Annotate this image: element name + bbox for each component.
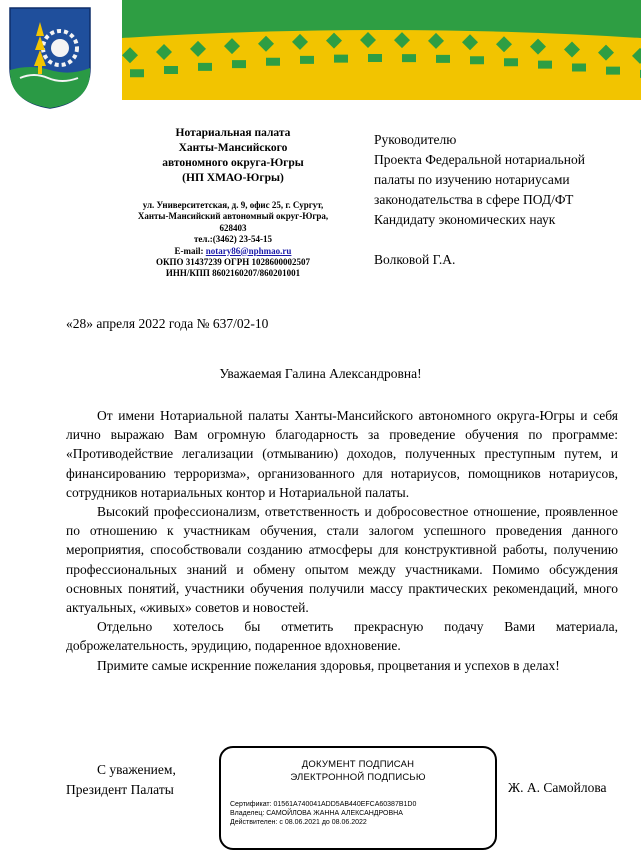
ornament-band xyxy=(122,0,641,100)
sender-name-line: (НП ХМАО-Югры) xyxy=(182,172,284,184)
body-paragraph: Отдельно хотелось бы отметить прекрасную подачу Вами материала, доброжелательность, эрудицию, подаренное вдохновение. xyxy=(66,619,618,654)
stamp-validity: Действителен: с 08.06.2021 до 08.06.2022 xyxy=(230,819,367,826)
closing-block xyxy=(66,760,176,800)
address-line: Ханты-Мансийский автономный округ-Югра, xyxy=(137,211,329,222)
letter-date-number: «28» апреля 2022 года № 637/02-10 xyxy=(66,316,269,331)
recipient-line: палаты по изучению нотариусами xyxy=(374,172,570,187)
stamp-details xyxy=(221,800,495,827)
sender-name xyxy=(108,126,358,186)
sender-name-line: Нотариальная палата xyxy=(175,127,291,139)
recipient-name: Волковой Г.А. xyxy=(374,252,456,267)
stamp-title-line: ДОКУМЕНТ ПОДПИСАН xyxy=(301,759,415,770)
letter-body xyxy=(66,406,618,675)
salutation: Уважаемая Галина Александровна! xyxy=(219,366,422,381)
body-paragraph: Примите самые искренние пожелания здоровья, процветания и успехов в делах! xyxy=(97,657,560,673)
body-paragraph: Высокий профессионализм, ответственность и добросовестное отношение, проявленное по отношению к участникам обучения, стали залогом успешного проведения данного мероприятия, способствовали созданию атмосферы для конструктивной работы, получению профессиональных знаний и обмену опытом между участниками. Помимо обсуждения основных понятий, участники обучения получили массу практических рекомендаций, много актуальных, «живых» советов и новостей. xyxy=(66,504,618,616)
address-line: ул. Университетская, д. 9, офис 25, г. Сургут, xyxy=(142,200,324,210)
phone-line: тел.:(3462) 23-54-15 xyxy=(194,234,272,245)
email-line xyxy=(108,246,358,257)
stamp-title xyxy=(221,758,495,784)
coat-of-arms-emblem xyxy=(8,6,92,110)
recipient-line: Проекта Федеральной нотариальной xyxy=(374,152,585,167)
recipient-line: законодательства в сфере ПОД/ФТ xyxy=(374,192,574,207)
sender-name-line: автономного округа-Югры xyxy=(162,157,304,169)
email-link[interactable]: notary86@nphmao.ru xyxy=(205,245,292,256)
address-line: 628403 xyxy=(219,222,247,233)
sender-address xyxy=(108,200,358,280)
inn-line: ИНН/КПП 8602160207/860201001 xyxy=(165,268,301,279)
sender-block xyxy=(108,126,358,280)
stamp-owner: Владелец: САМОЙЛОВА ЖАННА АЛЕКСАНДРОВНА xyxy=(230,810,403,817)
recipient-block xyxy=(374,130,636,270)
stamp-title-line: ЭЛЕКТРОННОЙ ПОДПИСЬЮ xyxy=(290,772,426,783)
recipient-line: Кандидату экономических наук xyxy=(374,212,556,227)
body-paragraph: От имени Нотариальной палаты Ханты-Мансийского автономного округа-Югры и себя лично выражаю Вам огромную благодарность за проведение обучения по программе: «Противодействие легализации (отмыванию) доходов, полученных преступным путем, и финансированию терроризма», организованного для нотариусов, помощников нотариусов, сотрудников нотариальных контор и Нотариальной палаты. xyxy=(66,408,618,500)
okpo-line: ОКПО 31437239 ОГРН 1028600002507 xyxy=(155,257,310,268)
email-label: E-mail: xyxy=(174,245,206,256)
stamp-certificate: Сертификат: 01561A740041ADD5AB440EFCA60387B1D0 xyxy=(230,801,417,808)
closing-position: Президент Палаты xyxy=(66,782,174,797)
electronic-signature-stamp xyxy=(219,746,497,850)
closing-regards: С уважением, xyxy=(97,762,176,777)
recipient-line: Руководителю xyxy=(374,132,457,147)
sender-name-line: Ханты-Мансийского xyxy=(178,142,288,154)
signer-name: Ж. А. Самойлова xyxy=(508,780,607,795)
